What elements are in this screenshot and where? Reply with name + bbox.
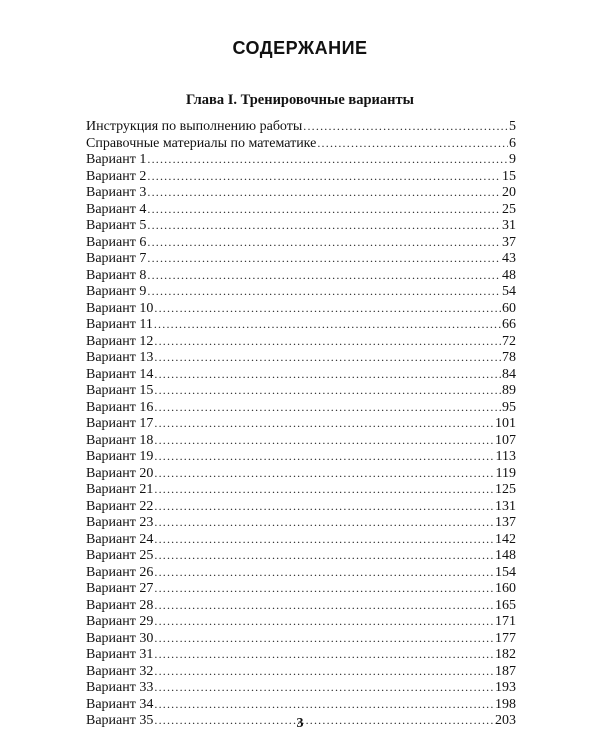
toc-entry — [86, 168, 516, 185]
toc-entry — [86, 118, 516, 135]
toc-entry-page: 160 — [495, 581, 516, 596]
toc-entry-page: 95 — [502, 399, 516, 415]
toc-entry-page: 15 — [502, 168, 516, 184]
dot-leader — [154, 679, 494, 696]
toc-entry-page: 171 — [495, 614, 516, 629]
dot-leader — [154, 333, 501, 350]
toc-entry — [86, 415, 516, 432]
page-number: 3 — [296, 716, 304, 731]
toc-entry — [86, 300, 516, 317]
toc-entry-label: Вариант 15 — [86, 383, 154, 398]
toc-entry-label: Вариант 8 — [86, 267, 147, 283]
page-title: СОДЕРЖАНИЕ — [232, 38, 368, 58]
toc-entry-page: 107 — [495, 432, 516, 448]
toc-entry-label: Вариант 9 — [86, 284, 147, 299]
toc-entry — [86, 217, 516, 234]
toc-entry-label: Вариант 22 — [86, 498, 154, 514]
toc-entry — [86, 366, 516, 383]
toc-entry — [86, 679, 516, 696]
toc-entry-label: Вариант 18 — [86, 432, 154, 448]
toc-entry — [86, 267, 516, 284]
toc-entry — [86, 135, 516, 152]
dot-leader — [154, 382, 501, 399]
toc-entry-label: Вариант 34 — [86, 696, 154, 712]
toc-entry — [86, 597, 516, 614]
toc-entry — [86, 151, 516, 168]
toc-entry-label: Вариант 10 — [86, 300, 154, 316]
dot-leader — [147, 217, 501, 234]
dot-leader — [147, 151, 508, 168]
toc-entry-page: 9 — [509, 152, 516, 167]
toc-entry — [86, 481, 516, 498]
toc-entry-page: 198 — [495, 696, 516, 712]
dot-leader — [154, 498, 494, 515]
dot-leader — [154, 580, 494, 597]
toc-entry-page: 177 — [495, 630, 516, 646]
dot-leader — [147, 267, 501, 284]
dot-leader — [154, 448, 494, 465]
toc-entry-page: 119 — [495, 465, 516, 481]
toc-entry-page: 89 — [502, 383, 516, 398]
toc-entry-label: Справочные материалы по математике — [86, 135, 317, 151]
toc-entry-label: Вариант 35 — [86, 713, 154, 728]
dot-leader — [154, 663, 494, 680]
toc-entry-label: Вариант 5 — [86, 218, 147, 233]
toc-entry-page: 203 — [495, 713, 516, 728]
toc-entry-label: Вариант 16 — [86, 399, 154, 415]
toc-entry-page: 84 — [502, 366, 516, 382]
toc-entry — [86, 234, 516, 251]
dot-leader — [154, 613, 494, 630]
toc-entry — [86, 432, 516, 449]
toc-entry — [86, 580, 516, 597]
toc-entry-label: Вариант 24 — [86, 531, 154, 547]
toc-entry — [86, 514, 516, 531]
dot-leader — [154, 415, 494, 432]
toc-entry-label: Вариант 6 — [86, 234, 147, 250]
toc-entry — [86, 630, 516, 647]
toc-entry — [86, 696, 516, 713]
toc-entry — [86, 498, 516, 515]
toc-entry-page: 101 — [495, 416, 516, 431]
dot-leader — [317, 135, 508, 152]
toc-entry — [86, 201, 516, 218]
dot-leader — [147, 250, 501, 267]
toc-entry-label: Вариант 11 — [86, 317, 153, 332]
toc-entry-page: 37 — [502, 234, 516, 250]
toc-entry-label: Вариант 25 — [86, 548, 154, 563]
toc-entry — [86, 663, 516, 680]
toc-entry-label: Вариант 12 — [86, 333, 154, 349]
toc-entry-label: Вариант 30 — [86, 630, 154, 646]
toc-entry-label: Вариант 29 — [86, 614, 154, 629]
toc-entry-label: Вариант 13 — [86, 350, 154, 365]
toc-entry-page: 5 — [509, 119, 516, 134]
toc-entry — [86, 613, 516, 630]
toc-entry — [86, 448, 516, 465]
toc-entry-page: 182 — [495, 647, 516, 662]
dot-leader — [154, 564, 494, 581]
dot-leader — [147, 184, 501, 201]
toc-entry — [86, 465, 516, 482]
toc-entry-page: 25 — [502, 201, 516, 217]
dot-leader — [154, 696, 494, 713]
toc-entry-label: Вариант 23 — [86, 515, 154, 530]
chapter-heading: Глава I. Тренировочные варианты — [186, 92, 414, 108]
toc-entry-label: Вариант 1 — [86, 152, 147, 167]
dot-leader — [154, 547, 494, 564]
toc-entry-page: 72 — [502, 333, 516, 349]
dot-leader — [154, 366, 501, 383]
toc-entry-label: Вариант 32 — [86, 663, 154, 679]
dot-leader — [154, 630, 494, 647]
toc-entry-page: 6 — [509, 135, 516, 151]
toc-entry-label: Вариант 26 — [86, 564, 154, 580]
dot-leader — [154, 514, 494, 531]
toc-entry-page: 60 — [502, 300, 516, 316]
toc-entry-page: 142 — [495, 531, 516, 547]
toc-entry-page: 193 — [495, 680, 516, 695]
toc-entry-label: Вариант 21 — [86, 482, 154, 497]
dot-leader — [147, 168, 501, 185]
toc-entry — [86, 333, 516, 350]
toc-entry-page: 78 — [502, 350, 516, 365]
toc-entry-label: Вариант 4 — [86, 201, 147, 217]
toc-entry-page: 165 — [495, 597, 516, 613]
toc-entry-page: 125 — [495, 482, 516, 497]
toc-entry — [86, 316, 516, 333]
dot-leader — [154, 300, 501, 317]
toc-entry — [86, 547, 516, 564]
toc-entry-page: 66 — [502, 317, 516, 332]
dot-leader — [154, 646, 494, 663]
dot-leader — [154, 399, 501, 416]
toc-entry-label: Вариант 19 — [86, 449, 154, 464]
dot-leader — [154, 349, 501, 366]
dot-leader — [154, 465, 494, 482]
toc-entry-label: Вариант 14 — [86, 366, 154, 382]
toc-entry-page: 148 — [495, 548, 516, 563]
toc-entry-page: 154 — [495, 564, 516, 580]
dot-leader — [154, 531, 494, 548]
toc-entry — [86, 531, 516, 548]
toc-entry-label: Вариант 27 — [86, 581, 154, 596]
dot-leader — [154, 316, 501, 333]
toc-entry-label: Вариант 7 — [86, 251, 147, 266]
toc-entry — [86, 399, 516, 416]
toc-entry-page: 54 — [502, 284, 516, 299]
dot-leader — [147, 283, 501, 300]
toc-entry-label: Вариант 17 — [86, 416, 154, 431]
table-of-contents — [86, 118, 516, 729]
dot-leader — [154, 597, 494, 614]
toc-entry-page: 187 — [495, 663, 516, 679]
dot-leader — [147, 234, 501, 251]
toc-entry — [86, 283, 516, 300]
toc-entry-page: 137 — [495, 515, 516, 530]
toc-entry-page: 131 — [495, 498, 516, 514]
toc-entry-page: 113 — [495, 449, 516, 464]
toc-entry-label: Вариант 33 — [86, 680, 154, 695]
toc-entry-label: Вариант 3 — [86, 185, 147, 200]
toc-entry-page: 31 — [502, 218, 516, 233]
toc-entry — [86, 349, 516, 366]
dot-leader — [303, 118, 508, 135]
toc-entry — [86, 646, 516, 663]
toc-entry-label: Инструкция по выполнению работы — [86, 119, 303, 134]
toc-entry — [86, 250, 516, 267]
dot-leader — [154, 481, 494, 498]
toc-entry-page: 43 — [502, 251, 516, 266]
toc-entry-page: 20 — [502, 185, 516, 200]
toc-entry-label: Вариант 2 — [86, 168, 147, 184]
toc-entry — [86, 184, 516, 201]
dot-leader — [147, 201, 501, 218]
toc-entry-page: 48 — [502, 267, 516, 283]
toc-entry — [86, 382, 516, 399]
dot-leader — [154, 432, 494, 449]
toc-entry-label: Вариант 20 — [86, 465, 154, 481]
toc-entry-label: Вариант 31 — [86, 647, 154, 662]
toc-entry-label: Вариант 28 — [86, 597, 154, 613]
toc-entry — [86, 564, 516, 581]
